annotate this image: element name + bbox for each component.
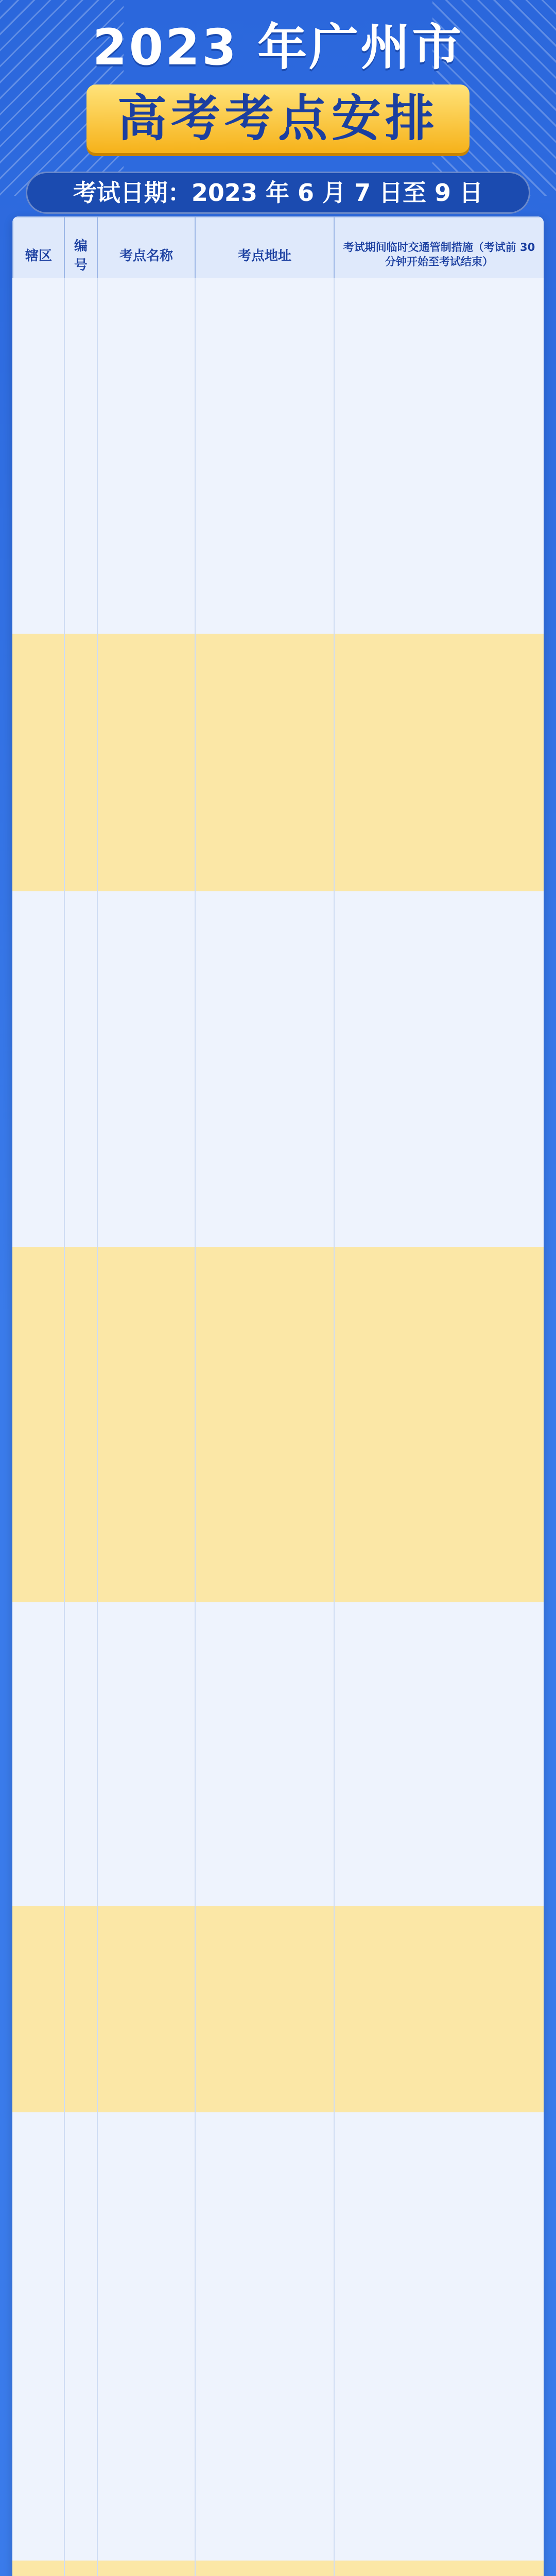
district-band	[12, 1247, 544, 1602]
header-district: 辖区	[13, 217, 64, 292]
column-divider	[64, 278, 65, 2576]
column-divider	[195, 278, 196, 2576]
district-band	[12, 2112, 544, 2561]
header-site-name: 考点名称	[97, 217, 195, 292]
title-line-2: 高考考点安排	[117, 89, 439, 147]
column-divider	[97, 278, 98, 2576]
column-divider	[334, 278, 335, 2576]
exam-date-bar: 考试日期：2023 年 6 月 7 日至 9 日	[26, 172, 530, 214]
poster-header	[0, 21, 556, 214]
title-banner	[86, 84, 470, 154]
exam-site-table-card	[12, 216, 544, 2576]
title-line-1: 2023 年广州市	[92, 19, 464, 76]
district-band	[12, 634, 544, 891]
district-band	[12, 1906, 544, 2112]
district-band	[12, 2561, 544, 2576]
district-band	[12, 891, 544, 1247]
district-band	[12, 278, 544, 634]
district-band	[12, 1602, 544, 1906]
header-address: 考点地址	[195, 217, 334, 292]
header-traffic-control: 考试期间临时交通管制措施（考试前 30 分钟开始至考试结束）	[334, 217, 544, 292]
header-number: 编号	[64, 217, 97, 292]
